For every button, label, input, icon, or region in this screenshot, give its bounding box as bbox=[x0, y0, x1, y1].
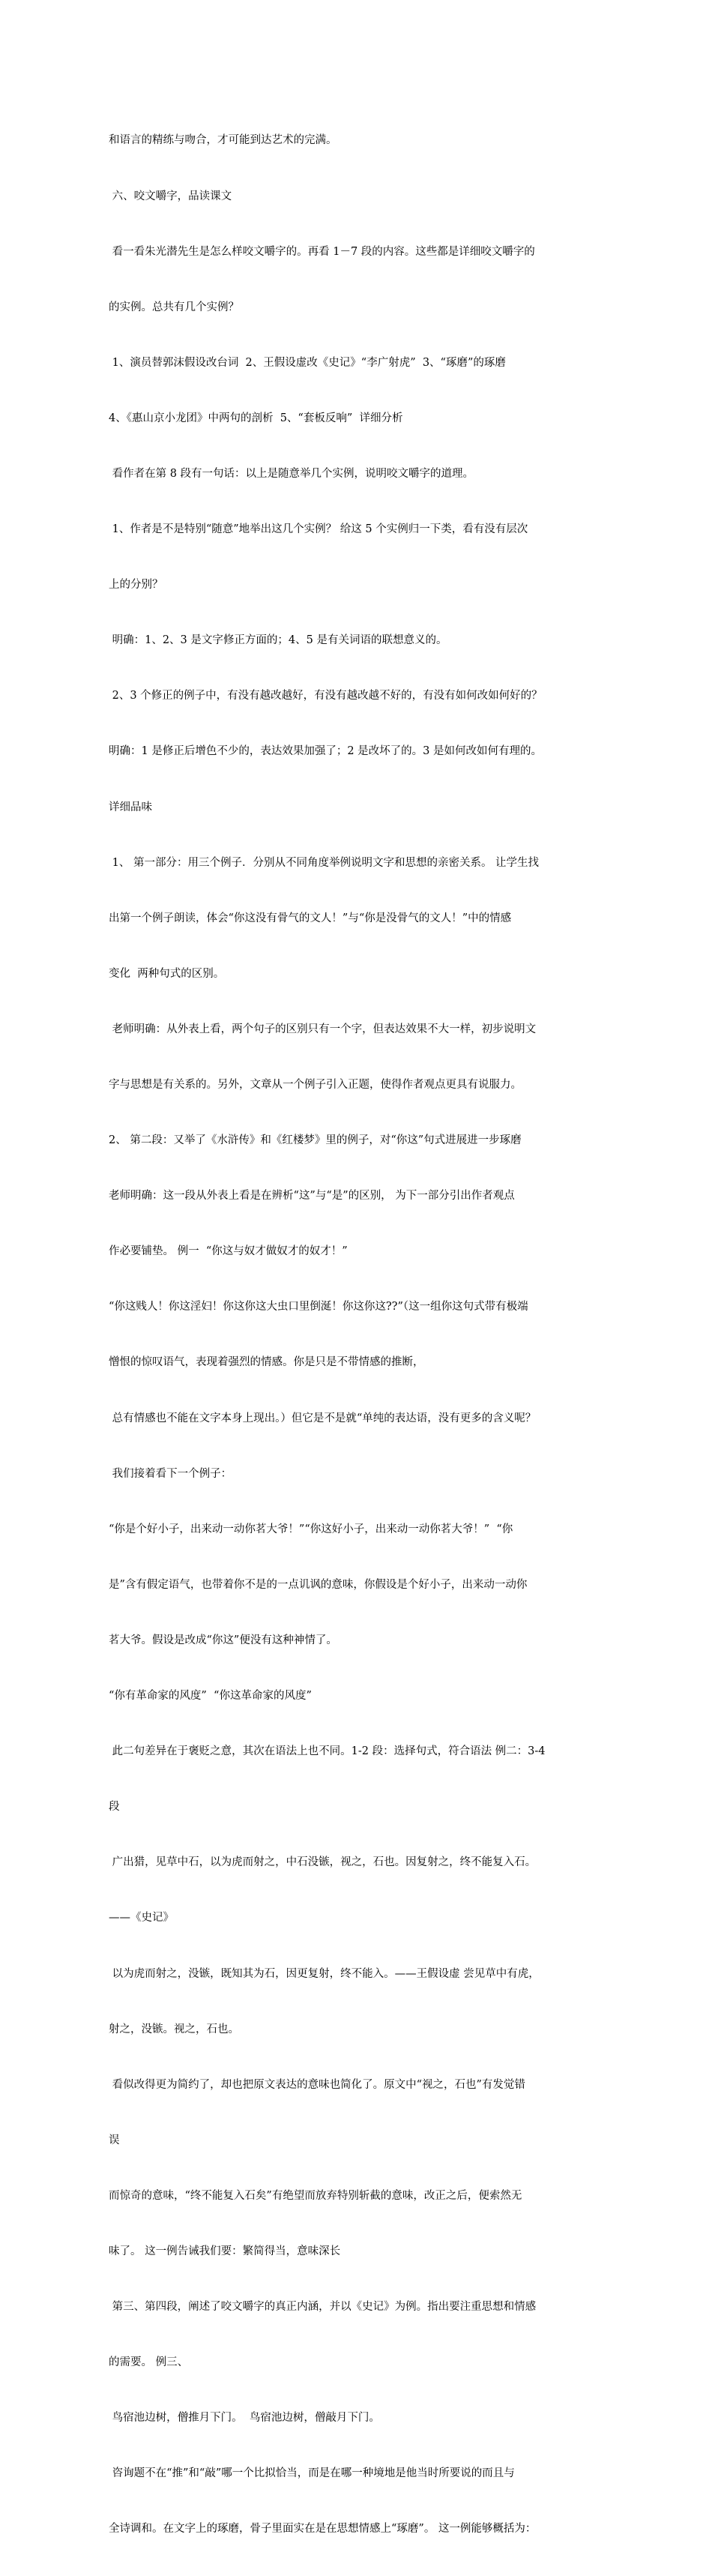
text-line: 我们接着看下一个例子： bbox=[109, 1467, 232, 1480]
text-line: 看似改得更为简约了，却也把原文表达的意味也简化了。原文中“视之，石也”有发觉错 bbox=[109, 2078, 525, 2091]
text-line: 作必要铺垫。 例一 “你这与奴才做奴才的奴才！” bbox=[109, 1245, 348, 1258]
text-line: 明确：1 是修正后增色不少的，表达效果加强了；2 是改坏了的。3 是如何改如何有理的。 bbox=[109, 745, 542, 758]
text-line: 4、《惠山京小龙团》中两句的剖析 5、“套板反响” 详细分析 bbox=[109, 412, 403, 424]
text-line: 明确：1、2、3 是文字修正方面的；4、5 是有关词语的联想意义的。 bbox=[109, 634, 447, 647]
text-line: “你有革命家的风度” “你这革命家的风度” bbox=[109, 1690, 312, 1703]
text-line: 射之，没镞。视之，石也。 bbox=[109, 2023, 239, 2035]
text-line: 全诗调和。在文字上的琢磨，骨子里面实在是在思想情感上“琢磨”。 这一例能够概括为： bbox=[109, 2523, 537, 2536]
text-line: 憎恨的惊叹语气，表现着强烈的情感。你是只是不带情感的推断， bbox=[109, 1356, 424, 1369]
text-line: 变化 两种句式的区别。 bbox=[109, 967, 225, 980]
text-line: 1、 第一部分：用三个例子．分别从不同角度举例说明文字和思想的亲密关系。 让学生找 bbox=[109, 856, 540, 869]
text-line: 2、3 个修正的例子中，有没有越改越好，有没有越改越不好的，有没有如何改如何好的？ bbox=[109, 690, 543, 702]
text-line: 详细品味 bbox=[109, 801, 152, 813]
text-line: 鸟宿池边树，僧推月下门。 鸟宿池边树，僧敲月下门。 bbox=[109, 2412, 380, 2425]
text-line: 味了。 这一例告诫我们要：繁简得当，意味深长 bbox=[109, 2245, 341, 2257]
text-line: 上的分别？ bbox=[109, 579, 163, 592]
text-line: 段 bbox=[109, 1801, 120, 1814]
text-line: 出第一个例子朗读，体会“你这没有骨气的文人！”与“你是没骨气的文人！”中的情感 bbox=[109, 912, 512, 924]
text-line: 看一看朱光潜先生是怎么样咬文嚼字的。再看 1－7 段的内容。这些都是详细咬文嚼字的 bbox=[109, 245, 535, 258]
section-heading: 六、咬文嚼字，品读课文 bbox=[109, 190, 232, 202]
text-line: 以为虎而射之，没镞，既知其为石，因更复射，终不能入。——王假设虚 尝见草中有虎， bbox=[109, 1967, 540, 1980]
text-line: 看作者在第 8 段有一句话：以上是随意举几个实例，说明咬文嚼字的道理。 bbox=[109, 467, 474, 480]
text-line: 老师明确：这一段从外表上看是在辨析“这”与“是”的区别， 为下一部分引出作者观点 bbox=[109, 1190, 515, 1203]
text-line: 1、作者是不是特别“随意”地举出这几个实例？ 给这 5 个实例归一下类，看有没有层次 bbox=[109, 523, 528, 536]
text-line: 误 bbox=[109, 2134, 120, 2146]
text-line: “你这贱人！你这淫妇！你这你这大虫口里倒涎！你这你这??”（这一组你这句式带有极端 bbox=[109, 1301, 528, 1313]
text-line: 咨询题不在“推”和“敲”哪一个比拟恰当，而是在哪一种境地是他当时所要说的而且与 bbox=[109, 2467, 515, 2480]
text-line: ——《史记》 bbox=[109, 1912, 174, 1925]
text-line: 老师明确：从外表上看，两个句子的区别只有一个字，但表达效果不大一样，初步说明文 bbox=[109, 1023, 537, 1035]
text-line: 茗大爷。假设是改成“你这”便没有这种神情了。 bbox=[109, 1634, 337, 1646]
text-line: 1、演员替郭沫假设改台词 2、王假设虚改《史记》“李广射虎” 3、“琢磨”的琢磨 bbox=[109, 356, 506, 369]
text-line: 广出猎，见草中石，以为虎而射之，中石没镞，视之，石也。因复射之，终不能复入石。 bbox=[109, 1856, 537, 1869]
text-line: “你是个好小子，出来动一动你茗大爷！”“你这好小子，出来动一动你茗大爷！” “你 bbox=[109, 1523, 513, 1535]
document-body bbox=[109, 94, 615, 2576]
text-line: 的实例。总共有几个实例？ bbox=[109, 301, 239, 313]
text-line: 此二句差异在于褒贬之意，其次在语法上也不同。1-2 段：选择句式，符合语法 例二：3-4 bbox=[109, 1745, 546, 1758]
text-line: 字与思想是有关系的。另外，文章从一个例子引入正题，使得作者观点更具有说服力。 bbox=[109, 1079, 522, 1091]
text-line: 而惊奇的意味，“终不能复入石矣”有绝望而放弃特别斩截的意味，改正之后，便索然无 bbox=[109, 2189, 522, 2202]
text-line: 的需要。 例三、 bbox=[109, 2356, 189, 2369]
text-line: 第三、第四段，阐述了咬文嚼字的真正内涵，并以《史记》为例。指出要注重思想和情感 bbox=[109, 2301, 537, 2314]
text-line: 是”含有假定语气，也带着你不是的一点讥讽的意味，你假设是个好小子，出来动一动你 bbox=[109, 1578, 528, 1591]
text-line: 和语言的精练与吻合，才可能到达艺术的完满。 bbox=[109, 134, 337, 147]
text-line: 总有情感也不能在文字本身上现出。）但它是不是就“单纯的表达语，没有更多的含义呢？ bbox=[109, 1412, 537, 1424]
text-line: 2、 第二段：又举了《水浒传》和《红楼梦》里的例子，对“你这”句式进展进一步琢磨 bbox=[109, 1134, 522, 1147]
